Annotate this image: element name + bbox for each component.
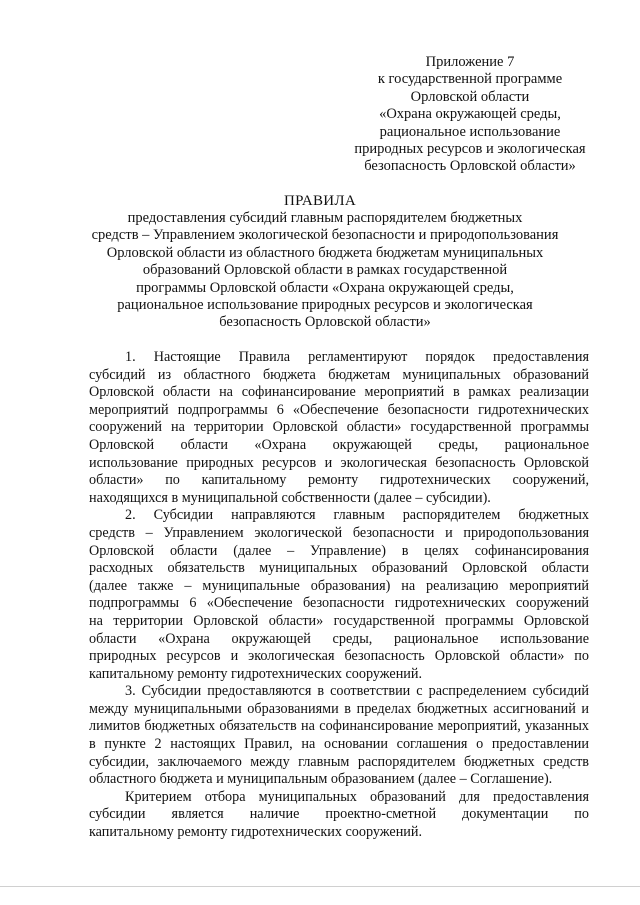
paragraph-line: 1. Настоящие Правила регламентируют порядок предоставления	[125, 349, 589, 365]
subtitle-line: программы Орловской области «Охрана окружающей среды,	[136, 279, 514, 296]
paragraph-line: природных ресурсов и экологическая безопасность Орловской области» по	[89, 648, 589, 665]
appendix-line: природных ресурсов и экологическая	[354, 141, 586, 158]
paragraph-line: находящихся в муниципальной собственности (далее – субсидии).	[89, 489, 491, 506]
page-bottom-edge	[0, 886, 640, 887]
paragraph-line: 2. Субсидии направляются главным распорядителем бюджетных	[125, 507, 589, 524]
paragraph-line: области» по капитальному ремонту гидротехнических сооружений,	[89, 472, 589, 489]
paragraph-line: Критерием отбора муниципальных образований для предоставления	[125, 788, 589, 805]
subtitle-line: предоставления субсидий главным распорядителем бюджетных	[127, 210, 523, 226]
subtitle-line: безопасность Орловской области»	[219, 314, 431, 331]
subtitle-line: Орловской области из областного бюджета бюджетам муниципальных	[106, 244, 544, 261]
paragraph-2	[89, 507, 589, 683]
paragraph-line: средств – Управлением экологической безопасности и природопользования	[89, 524, 589, 541]
paragraph-line: сооружений на территории Орловской области» государственной программы	[89, 419, 589, 436]
paragraph-line: Орловской области (далее – Управление) в целях софинансирования	[89, 542, 589, 559]
paragraph-line: области «Охрана окружающей среды, рациональное использование	[89, 630, 589, 647]
paragraph-line: 3. Субсидии предоставляются в соответствии с распределением субсидий	[125, 683, 589, 700]
paragraph-line: субсидии, заключаемого между главным распорядителем бюджетных средств	[89, 753, 589, 770]
paragraph-line: подпрограммы 6 «Обеспечение безопасности гидротехнических сооружений	[89, 595, 589, 612]
appendix-line: к государственной программе	[377, 71, 563, 88]
paragraph-line: в пункте 2 настоящих Правил, на основании соглашения о предоставлении	[89, 736, 589, 753]
paragraph-line: Орловской области на софинансирование мероприятий в рамках реализации	[89, 384, 589, 401]
paragraph-line: (далее также – муниципальные образования) на реализацию мероприятий	[89, 577, 589, 594]
appendix-line: «Охрана окружающей среды,	[379, 106, 561, 123]
paragraph-1	[89, 349, 589, 507]
appendix-line: безопасность Орловской области»	[364, 158, 576, 175]
subtitle-line: образований Орловской области в рамках государственной	[142, 262, 508, 279]
paragraph-line: капитальному ремонту гидротехнических сооружений.	[89, 824, 423, 841]
paragraph-line: субсидии является наличие проектно-сметной документации по	[89, 806, 589, 823]
document-body	[89, 349, 589, 842]
paragraph-line: использование природных ресурсов и экологическая безопасность Орловской	[89, 454, 589, 471]
paragraph-line: Орловской области «Охрана окружающей среды, рациональное	[89, 436, 589, 453]
paragraph-line: капитальному ремонту гидротехнических сооружений.	[89, 665, 423, 682]
paragraph-line: мероприятий подпрограммы 6 «Обеспечение безопасности гидротехнических	[89, 401, 589, 418]
document-title: ПРАВИЛА	[283, 193, 357, 209]
paragraph-3	[89, 683, 589, 789]
appendix-header	[340, 54, 600, 176]
paragraph-line: лимитов бюджетных обязательств на софинансирование мероприятий, указанных	[89, 718, 589, 735]
subtitle-line: средств – Управлением экологической безопасности и природопользования	[91, 227, 559, 244]
paragraph-line: на территории Орловской области» государственной программы Орловской	[89, 612, 589, 629]
paragraph-line: областного бюджета и муниципальным образованием (далее – Соглашение).	[89, 771, 553, 788]
subtitle-line: рациональное использование природных ресурсов и экологическая	[117, 297, 533, 314]
paragraph-4	[89, 789, 589, 842]
paragraph-line: между муниципальными образованиями в пределах бюджетных ассигнований и	[89, 700, 589, 717]
appendix-line: Орловской области	[410, 88, 530, 105]
paragraph-line: субсидий из областного бюджета бюджетам муниципальных образований	[89, 366, 589, 383]
paragraph-line: расходных обязательств муниципальных образований Орловской области	[89, 560, 589, 577]
appendix-line: рациональное использование	[379, 123, 561, 140]
document-subtitle	[60, 210, 590, 332]
appendix-line: Приложение 7	[425, 54, 515, 70]
